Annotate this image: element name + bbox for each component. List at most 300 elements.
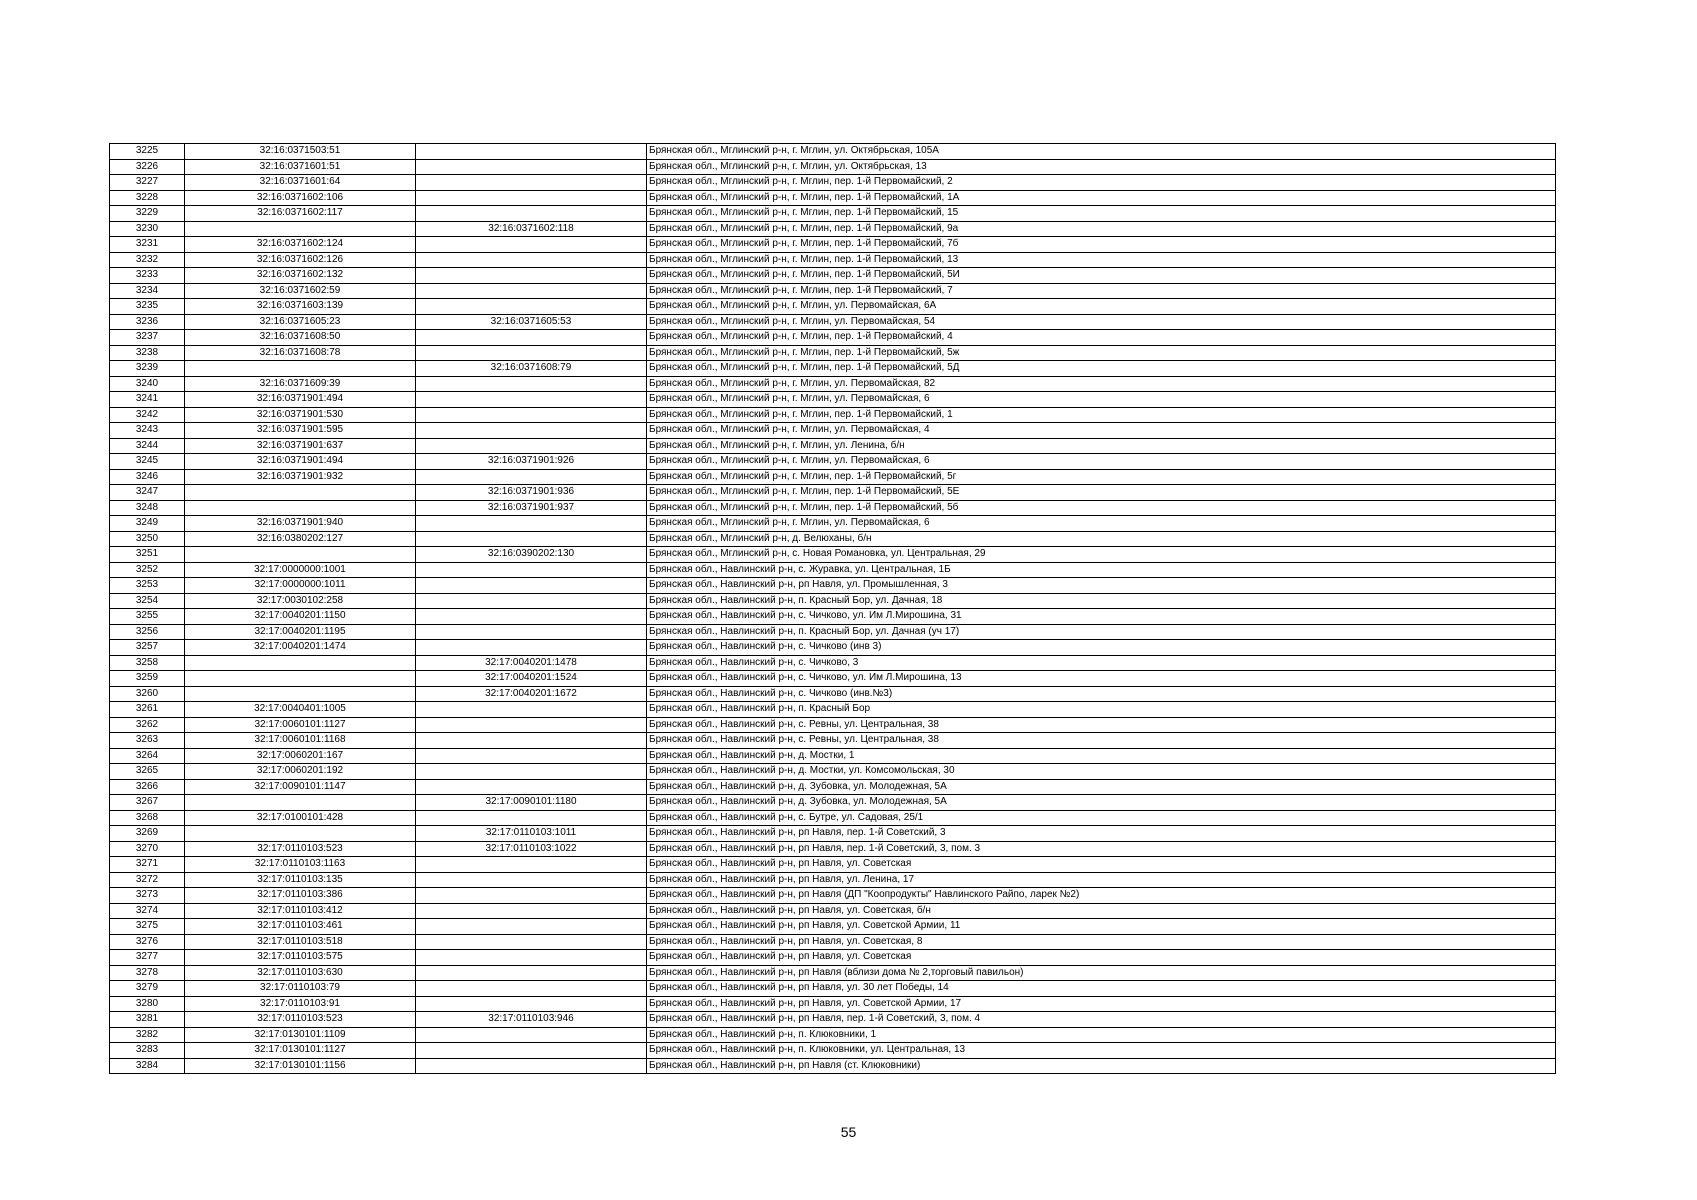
address-cell: Брянская обл., Навлинский р-н, рп Навля, ул. Советской Армии, 17 [647,996,1556,1012]
cadastral-number-secondary-cell [416,903,647,919]
row-number-cell: 3261 [110,702,185,718]
cadastral-number-cell: 32:16:0371503:51 [185,144,416,160]
cadastral-number-cell [185,826,416,842]
row-number-cell: 3236 [110,314,185,330]
cadastral-number-secondary-cell [416,624,647,640]
row-number-cell: 3266 [110,779,185,795]
address-cell: Брянская обл., Навлинский р-н, рп Навля, ул. 30 лет Победы, 14 [647,981,1556,997]
address-cell: Брянская обл., Мглинский р-н, г. Мглин, ул. Первомайская, 6 [647,516,1556,532]
table-row [110,283,1556,299]
address-cell: Брянская обл., Мглинский р-н, г. Мглин, ул. Октябрьская, 105А [647,144,1556,160]
table-row [110,903,1556,919]
cadastral-number-secondary-cell: 32:17:0040201:1672 [416,686,647,702]
row-number-cell: 3284 [110,1058,185,1074]
cadastral-number-cell: 32:16:0371901:595 [185,423,416,439]
cadastral-number-cell: 32:17:0110103:91 [185,996,416,1012]
table-row [110,655,1556,671]
address-cell: Брянская обл., Навлинский р-н, рп Навля, ул. Советская, 8 [647,934,1556,950]
row-number-cell: 3272 [110,872,185,888]
row-number-cell: 3274 [110,903,185,919]
address-cell: Брянская обл., Мглинский р-н, г. Мглин, пер. 1-й Первомайский, 1 [647,407,1556,423]
table-row [110,888,1556,904]
table-row [110,407,1556,423]
row-number-cell: 3248 [110,500,185,516]
cadastral-number-secondary-cell: 32:17:0110103:1011 [416,826,647,842]
table-row [110,562,1556,578]
table-row [110,252,1556,268]
table-row [110,686,1556,702]
cadastral-number-cell: 32:16:0371603:139 [185,299,416,315]
cadastral-number-cell [185,547,416,563]
address-cell: Брянская обл., Мглинский р-н, г. Мглин, пер. 1-й Первомайский, 2 [647,175,1556,191]
address-cell: Брянская обл., Мглинский р-н, г. Мглин, ул. Первомайская, 4 [647,423,1556,439]
row-number-cell: 3254 [110,593,185,609]
row-number-cell: 3271 [110,857,185,873]
cadastral-number-cell: 32:16:0371602:117 [185,206,416,222]
row-number-cell: 3265 [110,764,185,780]
cadastral-number-secondary-cell [416,578,647,594]
cadastral-number-cell: 32:17:0040201:1195 [185,624,416,640]
cadastral-number-secondary-cell [416,593,647,609]
cadastral-number-cell: 32:17:0090101:1147 [185,779,416,795]
row-number-cell: 3264 [110,748,185,764]
cadastral-number-secondary-cell: 32:16:0371605:53 [416,314,647,330]
table-row [110,717,1556,733]
cadastral-number-secondary-cell [416,609,647,625]
cadastral-number-cell: 32:17:0110103:523 [185,1012,416,1028]
row-number-cell: 3240 [110,376,185,392]
row-number-cell: 3257 [110,640,185,656]
row-number-cell: 3226 [110,159,185,175]
cadastral-number-cell: 32:16:0380202:127 [185,531,416,547]
address-cell: Брянская обл., Мглинский р-н, г. Мглин, пер. 1-й Первомайский, 5Д [647,361,1556,377]
table-row [110,702,1556,718]
row-number-cell: 3237 [110,330,185,346]
address-cell: Брянская обл., Навлинский р-н, рп Навля (ДП "Коопродукты" Навлинского Райпо, ларек №2) [647,888,1556,904]
row-number-cell: 3230 [110,221,185,237]
row-number-cell: 3268 [110,810,185,826]
cadastral-number-secondary-cell [416,857,647,873]
row-number-cell: 3234 [110,283,185,299]
table-row [110,1043,1556,1059]
cadastral-number-secondary-cell: 32:17:0090101:1180 [416,795,647,811]
table-row [110,500,1556,516]
address-cell: Брянская обл., Мглинский р-н, г. Мглин, пер. 1-й Первомайский, 4 [647,330,1556,346]
table-row [110,345,1556,361]
row-number-cell: 3277 [110,950,185,966]
row-number-cell: 3259 [110,671,185,687]
table-row [110,624,1556,640]
cadastral-number-secondary-cell [416,330,647,346]
row-number-cell: 3253 [110,578,185,594]
cadastral-number-cell: 32:17:0130101:1109 [185,1027,416,1043]
cadastral-number-secondary-cell [416,950,647,966]
row-number-cell: 3232 [110,252,185,268]
cadastral-number-cell: 32:17:0110103:412 [185,903,416,919]
table-row [110,516,1556,532]
table-row [110,175,1556,191]
cadastral-number-cell: 32:17:0030102:258 [185,593,416,609]
cadastral-number-cell [185,655,416,671]
cadastral-number-cell: 32:17:0000000:1011 [185,578,416,594]
cadastral-number-secondary-cell: 32:16:0371901:926 [416,454,647,470]
table-row [110,671,1556,687]
table-row [110,268,1556,284]
row-number-cell: 3243 [110,423,185,439]
address-cell: Брянская обл., Навлинский р-н, рп Навля, ул. Советская [647,950,1556,966]
address-cell: Брянская обл., Навлинский р-н, рп Навля, ул. Советской Армии, 11 [647,919,1556,935]
cadastral-number-cell: 32:17:0110103:79 [185,981,416,997]
cadastral-number-cell: 32:17:0060101:1168 [185,733,416,749]
address-cell: Брянская обл., Навлинский р-н, рп Навля, ул. Советская [647,857,1556,873]
cadastral-number-secondary-cell [416,1043,647,1059]
row-number-cell: 3256 [110,624,185,640]
cadastral-number-secondary-cell [416,764,647,780]
cadastral-number-secondary-cell [416,934,647,950]
row-number-cell: 3275 [110,919,185,935]
table-row [110,578,1556,594]
address-cell: Брянская обл., Навлинский р-н, п. Красный Бор, ул. Дачная (уч 17) [647,624,1556,640]
row-number-cell: 3283 [110,1043,185,1059]
cadastral-number-secondary-cell [416,299,647,315]
cadastral-number-cell: 32:17:0000000:1001 [185,562,416,578]
cadastral-number-secondary-cell [416,717,647,733]
address-cell: Брянская обл., Навлинский р-н, с. Журавка, ул. Центральная, 1Б [647,562,1556,578]
row-number-cell: 3263 [110,733,185,749]
row-number-cell: 3276 [110,934,185,950]
row-number-cell: 3273 [110,888,185,904]
address-cell: Брянская обл., Мглинский р-н, г. Мглин, ул. Ленина, б/н [647,438,1556,454]
cadastral-number-cell: 32:17:0060101:1127 [185,717,416,733]
cadastral-number-cell: 32:17:0130101:1127 [185,1043,416,1059]
row-number-cell: 3252 [110,562,185,578]
address-cell: Брянская обл., Навлинский р-н, рп Навля, пер. 1-й Советский, 3, пом. 4 [647,1012,1556,1028]
cadastral-number-secondary-cell [416,159,647,175]
address-cell: Брянская обл., Мглинский р-н, г. Мглин, ул. Первомайская, 54 [647,314,1556,330]
table-row [110,1058,1556,1074]
row-number-cell: 3267 [110,795,185,811]
cadastral-number-cell: 32:17:0110103:518 [185,934,416,950]
address-cell: Брянская обл., Навлинский р-н, с. Ревны, ул. Центральная, 38 [647,717,1556,733]
address-cell: Брянская обл., Мглинский р-н, г. Мглин, пер. 1-й Первомайский, 13 [647,252,1556,268]
cadastral-number-cell: 32:16:0371901:940 [185,516,416,532]
cadastral-number-secondary-cell: 32:16:0371901:937 [416,500,647,516]
address-cell: Брянская обл., Навлинский р-н, рп Навля, пер. 1-й Советский, 3, пом. 3 [647,841,1556,857]
address-cell: Брянская обл., Навлинский р-н, рп Навля, ул. Промышленная, 3 [647,578,1556,594]
address-cell: Брянская обл., Мглинский р-н, с. Новая Романовка, ул. Центральная, 29 [647,547,1556,563]
address-cell: Брянская обл., Навлинский р-н, п. Клюковники, 1 [647,1027,1556,1043]
row-number-cell: 3278 [110,965,185,981]
cadastral-number-cell: 32:16:0371605:23 [185,314,416,330]
address-cell: Брянская обл., Навлинский р-н, с. Чичково, ул. Им Л.Мирошина, 31 [647,609,1556,625]
cadastral-number-cell: 32:16:0371901:494 [185,454,416,470]
cadastral-number-cell [185,795,416,811]
address-cell: Брянская обл., Навлинский р-н, рп Навля, ул. Ленина, 17 [647,872,1556,888]
address-cell: Брянская обл., Навлинский р-н, рп Навля, пер. 1-й Советский, 3 [647,826,1556,842]
row-number-cell: 3229 [110,206,185,222]
row-number-cell: 3235 [110,299,185,315]
table-row [110,531,1556,547]
cadastral-number-cell: 32:17:0110103:575 [185,950,416,966]
table-row [110,640,1556,656]
cadastral-number-secondary-cell [416,423,647,439]
cadastral-number-secondary-cell [416,779,647,795]
cadastral-number-cell: 32:17:0040201:1150 [185,609,416,625]
table-row [110,547,1556,563]
cadastral-number-cell: 32:16:0371601:64 [185,175,416,191]
cadastral-number-cell: 32:16:0371609:39 [185,376,416,392]
address-cell: Брянская обл., Навлинский р-н, с. Ревны, ул. Центральная, 38 [647,733,1556,749]
table-row [110,1012,1556,1028]
address-cell: Брянская обл., Мглинский р-н, г. Мглин, пер. 1-й Первомайский, 1А [647,190,1556,206]
cadastral-number-secondary-cell [416,748,647,764]
row-number-cell: 3279 [110,981,185,997]
address-cell: Брянская обл., Навлинский р-н, д. Зубовка, ул. Молодежная, 5А [647,779,1556,795]
cadastral-number-secondary-cell [416,175,647,191]
registry-table-body [110,144,1556,1074]
address-cell: Брянская обл., Мглинский р-н, г. Мглин, ул. Октябрьская, 13 [647,159,1556,175]
table-row [110,733,1556,749]
row-number-cell: 3225 [110,144,185,160]
table-row [110,454,1556,470]
cadastral-number-cell [185,485,416,501]
row-number-cell: 3227 [110,175,185,191]
cadastral-number-secondary-cell: 32:17:0110103:1022 [416,841,647,857]
address-cell: Брянская обл., Мглинский р-н, д. Велюханы, б/н [647,531,1556,547]
cadastral-number-secondary-cell: 32:16:0371901:936 [416,485,647,501]
address-cell: Брянская обл., Мглинский р-н, г. Мглин, пер. 1-й Первомайский, 9а [647,221,1556,237]
address-cell: Брянская обл., Мглинский р-н, г. Мглин, ул. Первомайская, 6А [647,299,1556,315]
row-number-cell: 3239 [110,361,185,377]
cadastral-number-cell: 32:16:0371608:50 [185,330,416,346]
cadastral-number-secondary-cell [416,345,647,361]
registry-table [109,143,1556,1074]
table-row [110,981,1556,997]
cadastral-number-secondary-cell [416,392,647,408]
cadastral-number-cell: 32:17:0130101:1156 [185,1058,416,1074]
cadastral-number-secondary-cell [416,438,647,454]
row-number-cell: 3241 [110,392,185,408]
table-row [110,469,1556,485]
table-row [110,159,1556,175]
table-row [110,299,1556,315]
cadastral-number-secondary-cell: 32:16:0371602:118 [416,221,647,237]
row-number-cell: 3270 [110,841,185,857]
table-row [110,841,1556,857]
cadastral-number-secondary-cell [416,268,647,284]
row-number-cell: 3260 [110,686,185,702]
address-cell: Брянская обл., Навлинский р-н, д. Зубовка, ул. Молодежная, 5А [647,795,1556,811]
cadastral-number-secondary-cell [416,252,647,268]
table-row [110,950,1556,966]
cadastral-number-secondary-cell [416,469,647,485]
row-number-cell: 3262 [110,717,185,733]
cadastral-number-cell: 32:17:0110103:135 [185,872,416,888]
cadastral-number-secondary-cell [416,531,647,547]
row-number-cell: 3238 [110,345,185,361]
cadastral-number-secondary-cell [416,981,647,997]
address-cell: Брянская обл., Навлинский р-н, с. Бутре, ул. Садовая, 25/1 [647,810,1556,826]
cadastral-number-secondary-cell [416,702,647,718]
row-number-cell: 3251 [110,547,185,563]
table-row [110,764,1556,780]
table-row [110,423,1556,439]
table-row [110,1027,1556,1043]
address-cell: Брянская обл., Мглинский р-н, г. Мглин, пер. 1-й Первомайский, 5ж [647,345,1556,361]
cadastral-number-cell: 32:17:0110103:386 [185,888,416,904]
table-row [110,919,1556,935]
table-row [110,144,1556,160]
table-row [110,206,1556,222]
address-cell: Брянская обл., Навлинский р-н, с. Чичково (инв.№3) [647,686,1556,702]
address-cell: Брянская обл., Навлинский р-н, п. Красный Бор [647,702,1556,718]
row-number-cell: 3255 [110,609,185,625]
cadastral-number-secondary-cell [416,376,647,392]
table-row [110,485,1556,501]
cadastral-number-secondary-cell: 32:16:0390202:130 [416,547,647,563]
cadastral-number-secondary-cell [416,237,647,253]
row-number-cell: 3242 [110,407,185,423]
row-number-cell: 3228 [110,190,185,206]
cadastral-number-cell [185,500,416,516]
row-number-cell: 3247 [110,485,185,501]
cadastral-number-cell: 32:17:0040201:1474 [185,640,416,656]
cadastral-number-cell: 32:17:0060201:167 [185,748,416,764]
table-row [110,779,1556,795]
cadastral-number-secondary-cell [416,1027,647,1043]
address-cell: Брянская обл., Мглинский р-н, г. Мглин, ул. Первомайская, 6 [647,454,1556,470]
cadastral-number-cell: 32:16:0371602:126 [185,252,416,268]
cadastral-number-cell: 32:16:0371602:132 [185,268,416,284]
cadastral-number-cell [185,686,416,702]
cadastral-number-cell: 32:16:0371901:494 [185,392,416,408]
row-number-cell: 3250 [110,531,185,547]
cadastral-number-secondary-cell [416,206,647,222]
row-number-cell: 3269 [110,826,185,842]
cadastral-number-cell: 32:17:0110103:523 [185,841,416,857]
table-row [110,934,1556,950]
cadastral-number-cell: 32:16:0371601:51 [185,159,416,175]
table-row [110,872,1556,888]
table-row [110,376,1556,392]
cadastral-number-secondary-cell [416,190,647,206]
cadastral-number-secondary-cell [416,640,647,656]
cadastral-number-secondary-cell: 32:17:0040201:1524 [416,671,647,687]
address-cell: Брянская обл., Навлинский р-н, п. Красный Бор, ул. Дачная, 18 [647,593,1556,609]
table-row [110,826,1556,842]
cadastral-number-cell: 32:16:0371901:637 [185,438,416,454]
row-number-cell: 3245 [110,454,185,470]
address-cell: Брянская обл., Мглинский р-н, г. Мглин, ул. Первомайская, 82 [647,376,1556,392]
address-cell: Брянская обл., Навлинский р-н, д. Мостки, 1 [647,748,1556,764]
cadastral-number-secondary-cell [416,810,647,826]
row-number-cell: 3258 [110,655,185,671]
table-row [110,314,1556,330]
cadastral-number-cell: 32:17:0110103:1163 [185,857,416,873]
cadastral-number-cell: 32:16:0371602:106 [185,190,416,206]
cadastral-number-cell: 32:16:0371608:78 [185,345,416,361]
cadastral-number-cell: 32:17:0110103:630 [185,965,416,981]
table-row [110,361,1556,377]
cadastral-number-secondary-cell [416,1058,647,1074]
cadastral-number-cell: 32:16:0371901:932 [185,469,416,485]
table-row [110,965,1556,981]
address-cell: Брянская обл., Навлинский р-н, с. Чичково, ул. Им Л.Мирошина, 13 [647,671,1556,687]
cadastral-number-secondary-cell [416,733,647,749]
table-row [110,748,1556,764]
table-row [110,237,1556,253]
row-number-cell: 3281 [110,1012,185,1028]
address-cell: Брянская обл., Навлинский р-н, рп Навля (вблизи дома № 2,торговый павильон) [647,965,1556,981]
cadastral-number-cell: 32:17:0110103:461 [185,919,416,935]
row-number-cell: 3244 [110,438,185,454]
address-cell: Брянская обл., Навлинский р-н, п. Клюковники, ул. Центральная, 13 [647,1043,1556,1059]
address-cell: Брянская обл., Мглинский р-н, г. Мглин, пер. 1-й Первомайский, 5г [647,469,1556,485]
table-row [110,330,1556,346]
cadastral-number-secondary-cell [416,144,647,160]
cadastral-number-secondary-cell [416,919,647,935]
address-cell: Брянская обл., Мглинский р-н, г. Мглин, пер. 1-й Первомайский, 5Е [647,485,1556,501]
address-cell: Брянская обл., Навлинский р-н, с. Чичково, 3 [647,655,1556,671]
address-cell: Брянская обл., Мглинский р-н, г. Мглин, пер. 1-й Первомайский, 7б [647,237,1556,253]
cadastral-number-secondary-cell [416,283,647,299]
table-row [110,438,1556,454]
address-cell: Брянская обл., Навлинский р-н, д. Мостки, ул. Комсомольская, 30 [647,764,1556,780]
table-row [110,221,1556,237]
page-number: 55 [840,1124,857,1140]
row-number-cell: 3233 [110,268,185,284]
address-cell: Брянская обл., Мглинский р-н, г. Мглин, пер. 1-й Первомайский, 15 [647,206,1556,222]
address-cell: Брянская обл., Навлинский р-н, рп Навля, ул. Советская, б/н [647,903,1556,919]
address-cell: Брянская обл., Мглинский р-н, г. Мглин, пер. 1-й Первомайский, 5б [647,500,1556,516]
cadastral-number-cell [185,221,416,237]
cadastral-number-secondary-cell [416,562,647,578]
row-number-cell: 3249 [110,516,185,532]
cadastral-number-cell [185,671,416,687]
cadastral-number-cell: 32:17:0040401:1005 [185,702,416,718]
row-number-cell: 3280 [110,996,185,1012]
cadastral-number-secondary-cell [416,872,647,888]
table-row [110,857,1556,873]
cadastral-number-secondary-cell [416,407,647,423]
row-number-cell: 3246 [110,469,185,485]
cadastral-number-cell: 32:17:0060201:192 [185,764,416,780]
cadastral-number-secondary-cell [416,965,647,981]
address-cell: Брянская обл., Навлинский р-н, с. Чичково (инв 3) [647,640,1556,656]
table-row [110,190,1556,206]
table-row [110,795,1556,811]
table-row [110,996,1556,1012]
cadastral-number-secondary-cell: 32:17:0110103:946 [416,1012,647,1028]
address-cell: Брянская обл., Навлинский р-н, рп Навля (ст. Клюковники) [647,1058,1556,1074]
cadastral-number-cell: 32:16:0371901:530 [185,407,416,423]
table-row [110,609,1556,625]
row-number-cell: 3282 [110,1027,185,1043]
address-cell: Брянская обл., Мглинский р-н, г. Мглин, пер. 1-й Первомайский, 5И [647,268,1556,284]
cadastral-number-secondary-cell [416,516,647,532]
table-row [110,593,1556,609]
cadastral-number-secondary-cell [416,888,647,904]
table-row [110,392,1556,408]
cadastral-number-secondary-cell: 32:17:0040201:1478 [416,655,647,671]
table-row [110,810,1556,826]
cadastral-number-cell: 32:16:0371602:59 [185,283,416,299]
row-number-cell: 3231 [110,237,185,253]
cadastral-number-cell: 32:16:0371602:124 [185,237,416,253]
cadastral-number-secondary-cell: 32:16:0371608:79 [416,361,647,377]
cadastral-number-secondary-cell [416,996,647,1012]
cadastral-number-cell [185,361,416,377]
